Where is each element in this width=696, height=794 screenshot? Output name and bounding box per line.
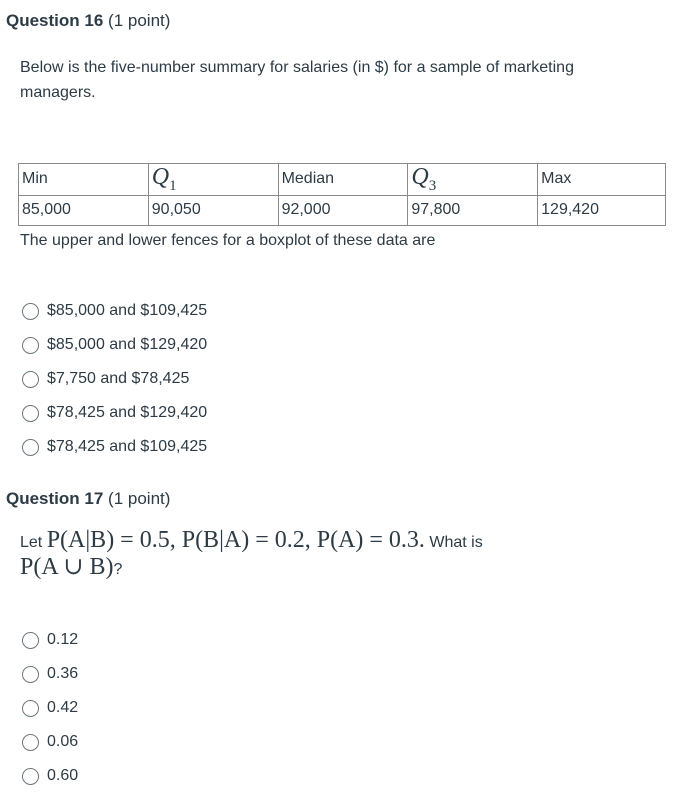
question-16-title: Question 16	[6, 11, 104, 30]
answer-label: $78,425 and $109,425	[47, 438, 208, 455]
answer-option[interactable]	[22, 657, 78, 691]
five-number-summary-table	[18, 163, 666, 226]
header-q3: $Q_3$	[408, 164, 538, 196]
answer-label: $7,750 and $78,425	[47, 370, 190, 387]
radio-button[interactable]	[22, 700, 39, 717]
answer-option[interactable]	[22, 623, 78, 657]
prompt-what-is: What is	[429, 534, 483, 551]
answer-option[interactable]	[22, 294, 207, 328]
table-row	[19, 195, 666, 225]
answer-label: $85,000 and $109,425	[47, 302, 208, 319]
question-16-points: (1 point)	[108, 11, 171, 30]
question-17-points: (1 point)	[108, 489, 171, 508]
answer-option[interactable]	[22, 396, 207, 430]
answer-option[interactable]	[22, 725, 78, 759]
question-17-options	[22, 623, 78, 793]
header-median: Median	[278, 164, 408, 196]
answer-option[interactable]	[22, 759, 78, 793]
answer-option[interactable]	[22, 328, 207, 362]
value-max: 129,420	[538, 195, 666, 225]
radio-button[interactable]	[22, 405, 39, 422]
answer-option[interactable]	[22, 691, 78, 725]
question-16-options	[22, 294, 207, 464]
answer-label: $85,000 and $129,420	[47, 336, 208, 353]
radio-button[interactable]	[22, 371, 39, 388]
value-q1: 90,050	[148, 195, 278, 225]
question-16-followup: The upper and lower fences for a boxplot of these data are	[20, 232, 436, 249]
answer-option[interactable]	[22, 362, 207, 396]
question-16-header	[6, 11, 170, 31]
radio-button[interactable]	[22, 303, 39, 320]
value-median: 92,000	[278, 195, 408, 225]
header-max: Max	[538, 164, 666, 196]
radio-button[interactable]	[22, 337, 39, 354]
prompt-let: Let	[20, 534, 43, 551]
answer-label: $78,425 and $129,420	[47, 404, 208, 421]
prompt-ask-math: P(A ∪ B)	[20, 554, 114, 580]
answer-option[interactable]	[22, 430, 207, 464]
header-q1: $Q_1$	[148, 164, 278, 196]
question-17-title: Question 17	[6, 489, 104, 508]
value-q3: 97,800	[408, 195, 538, 225]
answer-label: 0.60	[47, 767, 79, 784]
header-min: Min	[19, 164, 149, 196]
radio-button[interactable]	[22, 734, 39, 751]
answer-label: 0.12	[47, 631, 79, 648]
question-17-prompt	[20, 528, 660, 582]
answer-label: 0.06	[47, 733, 79, 750]
radio-button[interactable]	[22, 439, 39, 456]
prompt-math: P(A|B) = 0.5, P(B|A) = 0.2, P(A) = 0.3.	[46, 527, 425, 553]
answer-label: 0.42	[47, 699, 79, 716]
radio-button[interactable]	[22, 768, 39, 785]
radio-button[interactable]	[22, 666, 39, 683]
prompt-question-mark: ?	[113, 561, 123, 578]
question-17-header	[6, 489, 170, 509]
answer-label: 0.36	[47, 665, 79, 682]
question-16-prompt: Below is the five-number summary for salaries (in $) for a sample of marketing managers.	[20, 59, 574, 101]
radio-button[interactable]	[22, 632, 39, 649]
value-min: 85,000	[19, 195, 149, 225]
table-header-row	[19, 164, 666, 196]
